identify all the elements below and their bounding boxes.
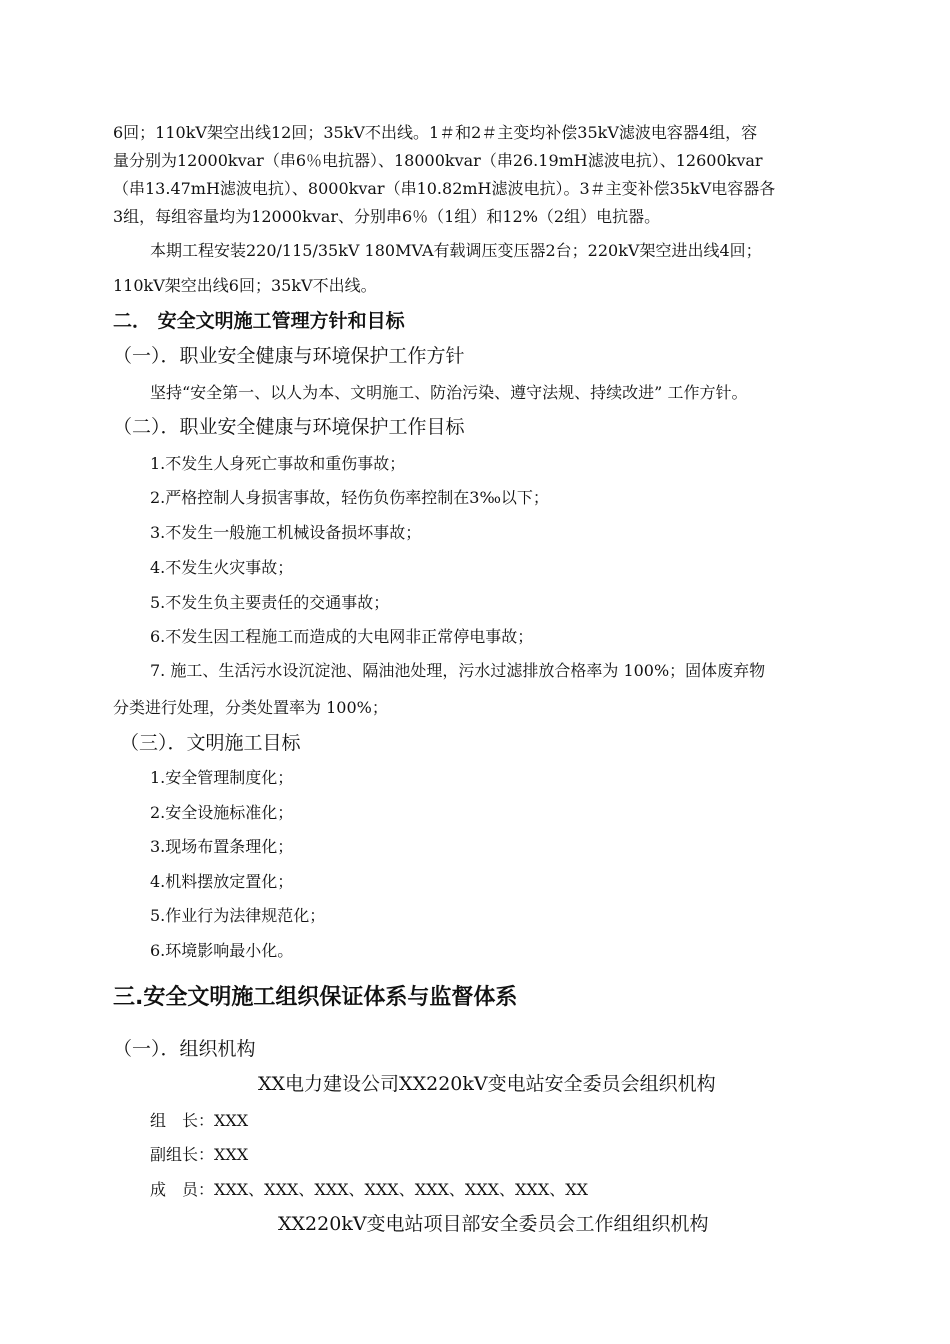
org-chart-title: XX电力建设公司XX220kV变电站安全委员会组织机构 [258, 1073, 716, 1095]
goal-item: 6.不发生因工程施工而造成的大电网非正常停电事故； [150, 627, 534, 646]
intro-line-1: 6回；110kV架空出线12回；35kV不出线。1＃和2＃主变均补偿35kV滤波电容器4组，容 [113, 123, 758, 142]
goal-item: 7. 施工、生活污水设沉淀池、隔油池处理，污水过滤排放合格率为 100%；固体废弃物 [150, 661, 766, 680]
civil-goal-item: 4.机料摆放定置化； [150, 872, 294, 891]
intro-line-5: 本期工程安装220/115/35kV 180MVA有载调压变压器2台；220kV架空进出线4回； [150, 241, 762, 260]
goal-item: 2.严格控制人身损害事故，轻伤负伤率控制在3‰以下； [150, 488, 549, 507]
goal-item-continuation: 分类进行处理，分类处置率为 100%； [113, 698, 388, 717]
civil-goal-item: 2.安全设施标准化； [150, 803, 294, 822]
section-2-sub3-heading: （三）．文明施工目标 [120, 732, 301, 754]
org-deputy-leader: 副组长：XXX [150, 1145, 249, 1164]
section-2-heading: 二． 安全文明施工管理方针和目标 [113, 310, 405, 332]
org-leader: 组 长：XXX [150, 1111, 249, 1130]
intro-line-6: 110kV架空出线6回；35kV不出线。 [113, 276, 377, 295]
civil-goal-item: 5.作业行为法律规范化； [150, 906, 326, 925]
goal-item: 3.不发生一般施工机械设备损坏事故； [150, 523, 422, 542]
civil-goal-item: 3.现场布置条理化； [150, 837, 294, 856]
intro-line-2: 量分别为12000kvar（串6％电抗器）、18000kvar（串26.19mH滤波电抗）、12600kvar [113, 151, 763, 170]
civil-goal-item: 1.安全管理制度化； [150, 768, 294, 787]
project-org-title: XX220kV变电站项目部安全委员会工作组组织机构 [278, 1213, 709, 1235]
section-3-heading: 三.安全文明施工组织保证体系与监督体系 [113, 985, 518, 1010]
goal-item: 5.不发生负主要责任的交通事故； [150, 593, 390, 612]
intro-line-4: 3组，每组容量均为12000kvar、分别串6％（1组）和12%（2组）电抗器。 [113, 207, 661, 226]
section-3-sub1-heading: （一）．组织机构 [113, 1038, 256, 1060]
goal-item: 1.不发生人身死亡事故和重伤事故； [150, 454, 406, 473]
section-2-sub1-heading: （一）．职业安全健康与环境保护工作方针 [113, 345, 465, 367]
policy-text: 坚持“安全第一、以人为本、文明施工、防治污染、遵守法规、持续改进” 工作方针。 [150, 383, 748, 402]
civil-goal-item: 6.环境影响最小化。 [150, 941, 294, 960]
org-members: 成 员：XXX、XXX、XXX、XXX、XXX、XXX、XXX、XX [150, 1180, 588, 1199]
intro-line-3: （串13.47mH滤波电抗）、8000kvar（串10.82mH滤波电抗）。3＃主变补偿35kV电容器各 [113, 179, 776, 198]
goal-item: 4.不发生火灾事故； [150, 558, 294, 577]
section-2-sub2-heading: （二）．职业安全健康与环境保护工作目标 [113, 416, 465, 438]
